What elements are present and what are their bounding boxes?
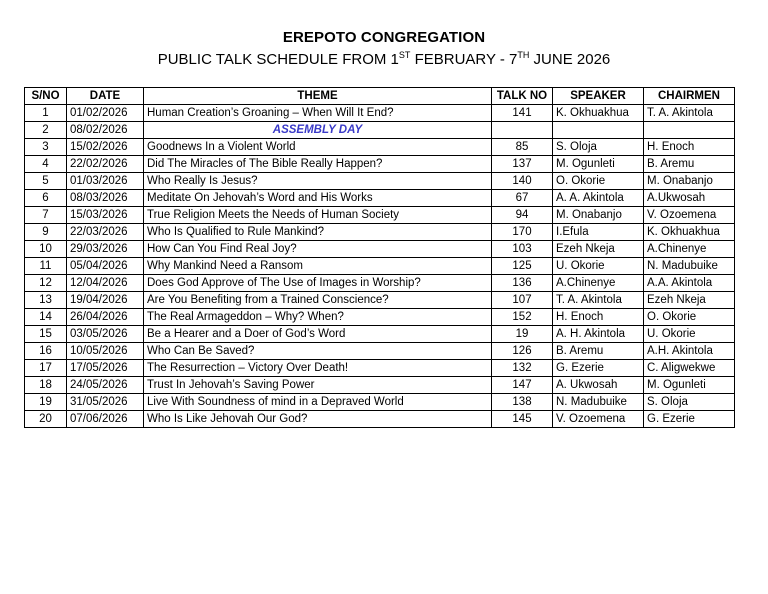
table-header-row	[25, 88, 735, 105]
cell-chairman: A.Chinenye	[644, 241, 735, 258]
cell-date: 17/05/2026	[67, 360, 144, 377]
cell-talk-no: 132	[492, 360, 553, 377]
cell-date: 22/03/2026	[67, 224, 144, 241]
cell-chairman: K. Okhuakhua	[644, 224, 735, 241]
cell-talk-no: 147	[492, 377, 553, 394]
table-row	[25, 309, 735, 326]
cell-chairman: V. Ozoemena	[644, 207, 735, 224]
cell-speaker: V. Ozoemena	[553, 411, 644, 428]
table-row	[25, 139, 735, 156]
cell-talk-no: 125	[492, 258, 553, 275]
cell-talk-no: 136	[492, 275, 553, 292]
table-row	[25, 224, 735, 241]
cell-speaker: N. Madubuike	[553, 394, 644, 411]
cell-chairman: H. Enoch	[644, 139, 735, 156]
cell-talk-no: 141	[492, 105, 553, 122]
cell-date: 08/02/2026	[67, 122, 144, 139]
cell-chairman: Ezeh Nkeja	[644, 292, 735, 309]
cell-sno: 14	[25, 309, 67, 326]
cell-date: 07/06/2026	[67, 411, 144, 428]
cell-talk-no	[492, 122, 553, 139]
cell-sno: 4	[25, 156, 67, 173]
cell-sno: 11	[25, 258, 67, 275]
cell-date: 26/04/2026	[67, 309, 144, 326]
cell-sno: 2	[25, 122, 67, 139]
cell-chairman: S. Oloja	[644, 394, 735, 411]
cell-date: 03/05/2026	[67, 326, 144, 343]
cell-talk-no: 103	[492, 241, 553, 258]
cell-speaker: B. Aremu	[553, 343, 644, 360]
cell-speaker: A. H. Akintola	[553, 326, 644, 343]
cell-speaker: M. Ogunleti	[553, 156, 644, 173]
cell-sno: 13	[25, 292, 67, 309]
cell-chairman: O. Okorie	[644, 309, 735, 326]
cell-sno: 16	[25, 343, 67, 360]
cell-theme: True Religion Meets the Needs of Human Society	[144, 207, 492, 224]
subtitle-sup-2: TH	[517, 50, 530, 60]
cell-date: 24/05/2026	[67, 377, 144, 394]
cell-date: 12/04/2026	[67, 275, 144, 292]
cell-speaker: K. Okhuakhua	[553, 105, 644, 122]
table-row	[25, 122, 735, 139]
cell-date: 08/03/2026	[67, 190, 144, 207]
cell-theme: Are You Benefiting from a Trained Conscience?	[144, 292, 492, 309]
cell-talk-no: 138	[492, 394, 553, 411]
cell-talk-no: 67	[492, 190, 553, 207]
table-row	[25, 258, 735, 275]
cell-speaker: A.Chinenye	[553, 275, 644, 292]
cell-theme: Live With Soundness of mind in a Depraved World	[144, 394, 492, 411]
table-row	[25, 377, 735, 394]
cell-chairman: A.A. Akintola	[644, 275, 735, 292]
cell-date: 31/05/2026	[67, 394, 144, 411]
cell-chairman: A.Ukwosah	[644, 190, 735, 207]
cell-chairman: M. Ogunleti	[644, 377, 735, 394]
column-header-theme: THEME	[144, 88, 492, 105]
cell-date: 01/03/2026	[67, 173, 144, 190]
cell-sno: 15	[25, 326, 67, 343]
cell-sno: 5	[25, 173, 67, 190]
cell-chairman: A.H. Akintola	[644, 343, 735, 360]
cell-chairman: T. A. Akintola	[644, 105, 735, 122]
cell-theme: The Resurrection – Victory Over Death!	[144, 360, 492, 377]
cell-theme: Goodnews In a Violent World	[144, 139, 492, 156]
cell-chairman: C. Aligwekwe	[644, 360, 735, 377]
cell-date: 29/03/2026	[67, 241, 144, 258]
cell-date: 19/04/2026	[67, 292, 144, 309]
table-row	[25, 292, 735, 309]
cell-theme: ASSEMBLY DAY	[144, 122, 492, 139]
cell-theme: Does God Approve of The Use of Images in Worship?	[144, 275, 492, 292]
cell-talk-no: 145	[492, 411, 553, 428]
table-row	[25, 156, 735, 173]
table-row	[25, 343, 735, 360]
cell-sno: 1	[25, 105, 67, 122]
cell-theme: Who Is Like Jehovah Our God?	[144, 411, 492, 428]
table-row	[25, 105, 735, 122]
cell-theme: The Real Armageddon – Why? When?	[144, 309, 492, 326]
cell-theme: Who Can Be Saved?	[144, 343, 492, 360]
cell-sno: 7	[25, 207, 67, 224]
cell-date: 15/03/2026	[67, 207, 144, 224]
cell-chairman: B. Aremu	[644, 156, 735, 173]
cell-talk-no: 19	[492, 326, 553, 343]
cell-chairman: M. Onabanjo	[644, 173, 735, 190]
table-row	[25, 326, 735, 343]
cell-date: 15/02/2026	[67, 139, 144, 156]
cell-date: 10/05/2026	[67, 343, 144, 360]
subtitle-text-2: FEBRUARY - 7	[410, 51, 518, 68]
table-row	[25, 173, 735, 190]
cell-talk-no: 140	[492, 173, 553, 190]
cell-sno: 20	[25, 411, 67, 428]
table-row	[25, 275, 735, 292]
cell-theme: Why Mankind Need a Ransom	[144, 258, 492, 275]
column-header-speaker: SPEAKER	[553, 88, 644, 105]
cell-sno: 17	[25, 360, 67, 377]
schedule-table	[24, 87, 735, 428]
column-header-talk-no: TALK NO	[492, 88, 553, 105]
cell-theme: How Can You Find Real Joy?	[144, 241, 492, 258]
column-header-date: DATE	[67, 88, 144, 105]
cell-sno: 3	[25, 139, 67, 156]
cell-speaker: M. Onabanjo	[553, 207, 644, 224]
cell-chairman: N. Madubuike	[644, 258, 735, 275]
table-row	[25, 241, 735, 258]
table-row	[25, 394, 735, 411]
cell-talk-no: 137	[492, 156, 553, 173]
schedule-body	[25, 105, 735, 428]
cell-theme: Did The Miracles of The Bible Really Happen?	[144, 156, 492, 173]
table-row	[25, 360, 735, 377]
cell-speaker: H. Enoch	[553, 309, 644, 326]
cell-sno: 10	[25, 241, 67, 258]
cell-speaker: U. Okorie	[553, 258, 644, 275]
cell-sno: 9	[25, 224, 67, 241]
cell-date: 05/04/2026	[67, 258, 144, 275]
cell-date: 01/02/2026	[67, 105, 144, 122]
cell-speaker: T. A. Akintola	[553, 292, 644, 309]
cell-speaker: O. Okorie	[553, 173, 644, 190]
cell-talk-no: 126	[492, 343, 553, 360]
cell-chairman	[644, 122, 735, 139]
subtitle-text-3: JUNE 2026	[529, 51, 611, 68]
document-subtitle	[0, 51, 768, 68]
column-header-chairmen: CHAIRMEN	[644, 88, 735, 105]
cell-theme: Be a Hearer and a Doer of God’s Word	[144, 326, 492, 343]
cell-theme: Meditate On Jehovah’s Word and His Works	[144, 190, 492, 207]
cell-sno: 12	[25, 275, 67, 292]
cell-speaker: I.Efula	[553, 224, 644, 241]
cell-talk-no: 152	[492, 309, 553, 326]
cell-chairman: U. Okorie	[644, 326, 735, 343]
cell-chairman: G. Ezerie	[644, 411, 735, 428]
table-row	[25, 190, 735, 207]
cell-theme: Who Is Qualified to Rule Mankind?	[144, 224, 492, 241]
cell-speaker: A. A. Akintola	[553, 190, 644, 207]
column-header-sno: S/NO	[25, 88, 67, 105]
cell-sno: 18	[25, 377, 67, 394]
document-title: EREPOTO CONGREGATION	[282, 29, 486, 46]
cell-talk-no: 94	[492, 207, 553, 224]
cell-theme: Human Creation’s Groaning – When Will It End?	[144, 105, 492, 122]
cell-sno: 6	[25, 190, 67, 207]
cell-talk-no: 170	[492, 224, 553, 241]
cell-date: 22/02/2026	[67, 156, 144, 173]
subtitle-sup-1: ST	[398, 50, 411, 60]
cell-talk-no: 85	[492, 139, 553, 156]
cell-talk-no: 107	[492, 292, 553, 309]
cell-speaker: S. Oloja	[553, 139, 644, 156]
cell-speaker: G. Ezerie	[553, 360, 644, 377]
cell-sno: 19	[25, 394, 67, 411]
table-row	[25, 411, 735, 428]
cell-speaker	[553, 122, 644, 139]
cell-speaker: Ezeh Nkeja	[553, 241, 644, 258]
cell-speaker: A. Ukwosah	[553, 377, 644, 394]
cell-theme: Trust In Jehovah’s Saving Power	[144, 377, 492, 394]
cell-theme: Who Really Is Jesus?	[144, 173, 492, 190]
subtitle-text-1: PUBLIC TALK SCHEDULE FROM 1	[157, 51, 399, 68]
table-row	[25, 207, 735, 224]
